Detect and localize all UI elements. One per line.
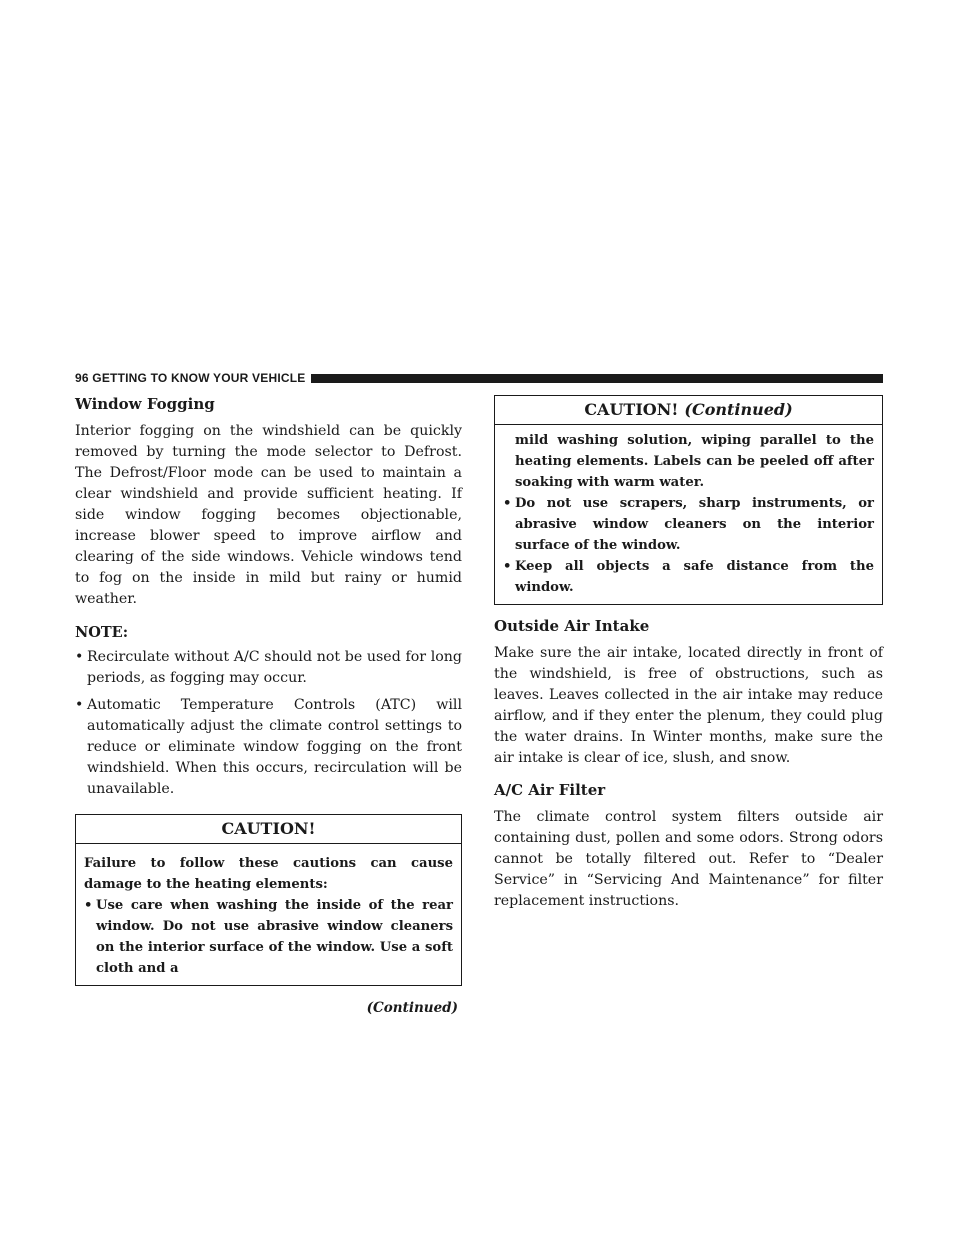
window-fogging-paragraph: Interior fogging on the windshield can be quickly removed by turning the mode selector to Defrost. The Defrost/Floor mode can be used to maintain a clear windshield and provide sufficient heating. If side window fogging becomes objectionable, increase blower speed to improve airflow and clearing of the side windows. Vehicle windows tend to fog on the inside in mild but rainy or humid weather. xyxy=(75,423,462,607)
caution-body xyxy=(495,425,882,604)
caution-title: CAUTION! xyxy=(76,815,461,844)
caution-item-text: Use care when washing the inside of the rear window. Do not use abrasive window cleaners on the interior surface of the window. Use a soft cloth and a xyxy=(96,898,453,976)
caution-item xyxy=(84,895,453,979)
caution-box-continued xyxy=(494,395,883,605)
caution-continued-label: (Continued) xyxy=(684,400,793,419)
right-column xyxy=(494,393,883,912)
section-ac-air-filter xyxy=(494,779,883,912)
caution-title-text: CAUTION! xyxy=(584,400,679,419)
heading-outside-air-intake: Outside Air Intake xyxy=(494,617,650,635)
caution-item-text: Do not use scrapers, sharp instruments, or abrasive window cleaners on the interior surface of the window. xyxy=(515,496,874,553)
left-column xyxy=(75,393,462,1016)
heading-window-fogging: Window Fogging xyxy=(75,395,215,413)
continued-label: (Continued) xyxy=(366,1000,458,1016)
bullet-icon: • xyxy=(75,649,84,665)
caution-title xyxy=(495,396,882,425)
header-rule xyxy=(311,374,883,383)
caution-item-text: Keep all objects a safe distance from the window. xyxy=(515,559,874,595)
section-outside-air-intake xyxy=(494,615,883,769)
bullet-icon: • xyxy=(503,559,512,574)
bullet-icon: • xyxy=(503,496,512,511)
caution-body xyxy=(76,844,461,985)
outside-air-paragraph: Make sure the air intake, located directly in front of the windshield, is free of obstructions, such as leaves. Leaves collected in the air intake may reduce airflow, and if they enter the plenum, they could plug the water drains. In Winter months, make sure the air intake is clear of ice, slush, and snow. xyxy=(494,645,883,766)
page-number: 96 xyxy=(75,371,89,385)
caution-box xyxy=(75,814,462,986)
caution-item xyxy=(503,493,874,556)
note-label: NOTE: xyxy=(75,624,129,641)
bullet-icon: • xyxy=(75,697,84,713)
note-item-text: Recirculate without A/C should not be used for long periods, as fogging may occur. xyxy=(87,649,462,686)
ac-filter-paragraph: The climate control system filters outside air containing dust, pollen and some odors. Strong odors cannot be totally filtered out. Refer to “Dealer Service” in “Servicing And Maintenance” for filter replacement instructions. xyxy=(494,809,883,909)
bullet-icon: • xyxy=(84,898,93,913)
heading-ac-air-filter: A/C Air Filter xyxy=(494,781,606,799)
note-item-text: Automatic Temperature Controls (ATC) will automatically adjust the climate control settings to reduce or eliminate window fogging on the front windshield. When this occurs, recirculation will be unavailable. xyxy=(87,697,462,797)
caution-continued-text: mild washing solution, wiping parallel to the heating elements. Labels can be peeled off after soaking with warm water. xyxy=(515,433,874,490)
caution-intro: Failure to follow these cautions can cause damage to the heating elements: xyxy=(84,856,453,892)
header-label xyxy=(75,371,311,385)
note-item xyxy=(75,695,462,800)
note-item xyxy=(75,647,462,689)
page-header xyxy=(75,370,883,386)
section-title: GETTING TO KNOW YOUR VEHICLE xyxy=(92,371,306,385)
caution-item xyxy=(503,556,874,598)
